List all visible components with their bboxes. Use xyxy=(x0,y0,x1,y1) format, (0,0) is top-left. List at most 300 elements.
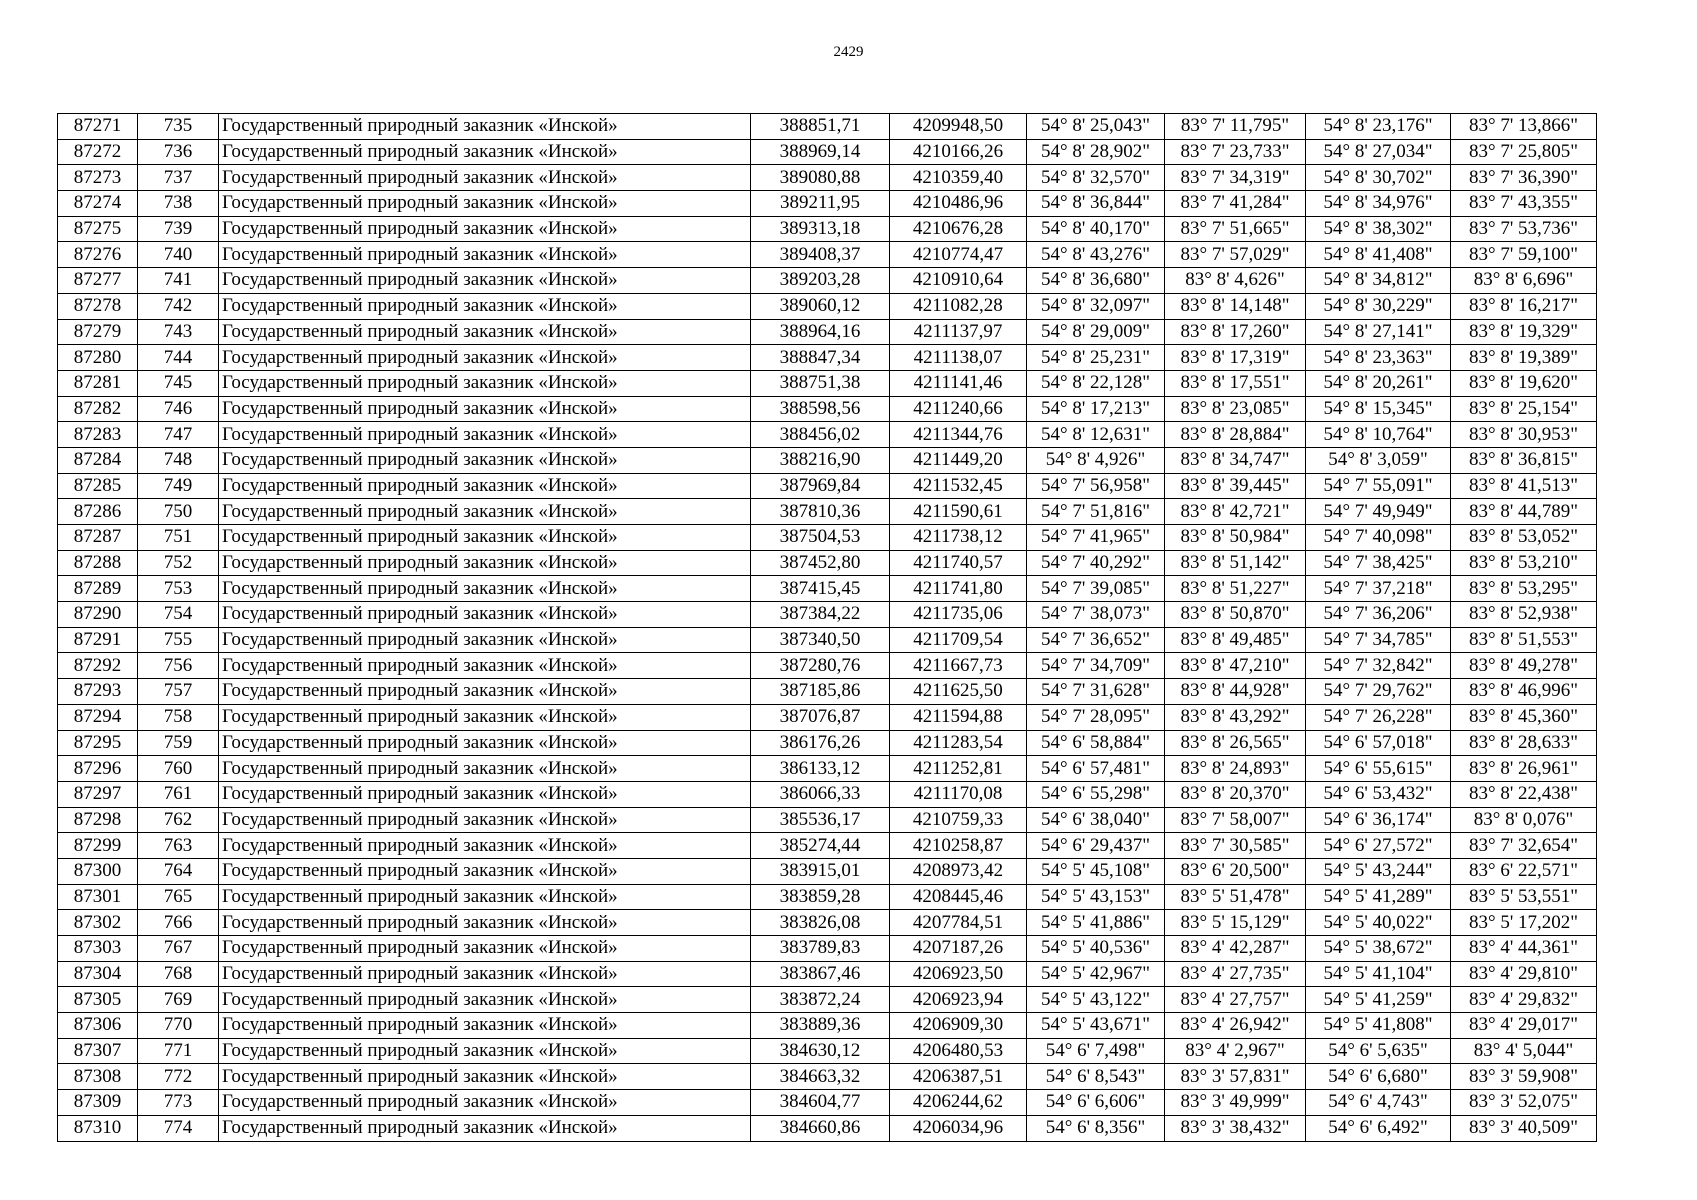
reserve-name-cell: Государственный природный заказник «Инской» xyxy=(219,833,751,859)
longitude-alt-cell: 83° 7' 36,390" xyxy=(1451,165,1597,191)
longitude-cell: 83° 8' 49,485" xyxy=(1165,627,1306,653)
x-coordinate-cell: 384660,86 xyxy=(751,1115,890,1141)
x-coordinate-cell: 388964,16 xyxy=(751,319,890,345)
y-coordinate-cell: 4211740,57 xyxy=(890,550,1027,576)
point-number-cell: 766 xyxy=(138,910,219,936)
point-number-cell: 753 xyxy=(138,576,219,602)
latitude-alt-cell: 54° 6' 4,743" xyxy=(1306,1090,1451,1116)
reserve-name-cell: Государственный природный заказник «Инской» xyxy=(219,1013,751,1039)
table-row xyxy=(58,910,1597,936)
y-coordinate-cell: 4211741,80 xyxy=(890,576,1027,602)
table-row xyxy=(58,499,1597,525)
table-row xyxy=(58,602,1597,628)
x-coordinate-cell: 388851,71 xyxy=(751,114,890,140)
x-coordinate-cell: 389080,88 xyxy=(751,165,890,191)
point-number-cell: 755 xyxy=(138,627,219,653)
latitude-alt-cell: 54° 6' 5,635" xyxy=(1306,1038,1451,1064)
latitude-alt-cell: 54° 8' 34,812" xyxy=(1306,268,1451,294)
record-id-cell: 87305 xyxy=(58,987,138,1013)
table-row xyxy=(58,268,1597,294)
longitude-alt-cell: 83° 7' 59,100" xyxy=(1451,242,1597,268)
longitude-cell: 83° 6' 20,500" xyxy=(1165,858,1306,884)
latitude-alt-cell: 54° 8' 15,345" xyxy=(1306,396,1451,422)
y-coordinate-cell: 4211170,08 xyxy=(890,781,1027,807)
reserve-name-cell: Государственный природный заказник «Инской» xyxy=(219,704,751,730)
longitude-alt-cell: 83° 7' 13,866" xyxy=(1451,114,1597,140)
longitude-alt-cell: 83° 8' 46,996" xyxy=(1451,679,1597,705)
latitude-alt-cell: 54° 5' 38,672" xyxy=(1306,936,1451,962)
longitude-alt-cell: 83° 8' 52,938" xyxy=(1451,602,1597,628)
x-coordinate-cell: 388751,38 xyxy=(751,370,890,396)
reserve-name-cell: Государственный природный заказник «Инской» xyxy=(219,653,751,679)
x-coordinate-cell: 389211,95 xyxy=(751,191,890,217)
reserve-name-cell: Государственный природный заказник «Инской» xyxy=(219,576,751,602)
y-coordinate-cell: 4210486,96 xyxy=(890,191,1027,217)
longitude-alt-cell: 83° 8' 45,360" xyxy=(1451,704,1597,730)
record-id-cell: 87272 xyxy=(58,139,138,165)
longitude-cell: 83° 8' 44,928" xyxy=(1165,679,1306,705)
reserve-name-cell: Государственный природный заказник «Инской» xyxy=(219,447,751,473)
reserve-name-cell: Государственный природный заказник «Инской» xyxy=(219,242,751,268)
latitude-cell: 54° 6' 55,298" xyxy=(1027,781,1165,807)
latitude-cell: 54° 7' 34,709" xyxy=(1027,653,1165,679)
latitude-alt-cell: 54° 8' 30,229" xyxy=(1306,293,1451,319)
reserve-name-cell: Государственный природный заказник «Инской» xyxy=(219,936,751,962)
reserve-name-cell: Государственный природный заказник «Инской» xyxy=(219,473,751,499)
latitude-alt-cell: 54° 7' 29,762" xyxy=(1306,679,1451,705)
reserve-name-cell: Государственный природный заказник «Инской» xyxy=(219,602,751,628)
point-number-cell: 736 xyxy=(138,139,219,165)
record-id-cell: 87283 xyxy=(58,422,138,448)
y-coordinate-cell: 4209948,50 xyxy=(890,114,1027,140)
x-coordinate-cell: 386133,12 xyxy=(751,756,890,782)
record-id-cell: 87297 xyxy=(58,781,138,807)
y-coordinate-cell: 4211138,07 xyxy=(890,345,1027,371)
latitude-cell: 54° 8' 22,128" xyxy=(1027,370,1165,396)
longitude-cell: 83° 7' 41,284" xyxy=(1165,191,1306,217)
table-row xyxy=(58,1064,1597,1090)
point-number-cell: 738 xyxy=(138,191,219,217)
longitude-alt-cell: 83° 8' 22,438" xyxy=(1451,781,1597,807)
latitude-cell: 54° 5' 42,967" xyxy=(1027,961,1165,987)
reserve-name-cell: Государственный природный заказник «Инской» xyxy=(219,139,751,165)
x-coordinate-cell: 383859,28 xyxy=(751,884,890,910)
longitude-alt-cell: 83° 4' 5,044" xyxy=(1451,1038,1597,1064)
latitude-cell: 54° 8' 17,213" xyxy=(1027,396,1165,422)
latitude-cell: 54° 7' 56,958" xyxy=(1027,473,1165,499)
x-coordinate-cell: 383915,01 xyxy=(751,858,890,884)
record-id-cell: 87310 xyxy=(58,1115,138,1141)
longitude-cell: 83° 8' 24,893" xyxy=(1165,756,1306,782)
y-coordinate-cell: 4206480,53 xyxy=(890,1038,1027,1064)
point-number-cell: 737 xyxy=(138,165,219,191)
y-coordinate-cell: 4211252,81 xyxy=(890,756,1027,782)
record-id-cell: 87309 xyxy=(58,1090,138,1116)
latitude-alt-cell: 54° 8' 20,261" xyxy=(1306,370,1451,396)
latitude-alt-cell: 54° 7' 36,206" xyxy=(1306,602,1451,628)
y-coordinate-cell: 4210166,26 xyxy=(890,139,1027,165)
table-row xyxy=(58,114,1597,140)
latitude-cell: 54° 6' 7,498" xyxy=(1027,1038,1165,1064)
longitude-cell: 83° 8' 28,884" xyxy=(1165,422,1306,448)
table-row xyxy=(58,653,1597,679)
reserve-name-cell: Государственный природный заказник «Инской» xyxy=(219,884,751,910)
x-coordinate-cell: 387969,84 xyxy=(751,473,890,499)
latitude-alt-cell: 54° 7' 49,949" xyxy=(1306,499,1451,525)
x-coordinate-cell: 385274,44 xyxy=(751,833,890,859)
longitude-cell: 83° 8' 47,210" xyxy=(1165,653,1306,679)
table-row xyxy=(58,447,1597,473)
latitude-cell: 54° 7' 41,965" xyxy=(1027,525,1165,551)
record-id-cell: 87289 xyxy=(58,576,138,602)
longitude-alt-cell: 83° 8' 53,295" xyxy=(1451,576,1597,602)
longitude-alt-cell: 83° 7' 43,355" xyxy=(1451,191,1597,217)
reserve-name-cell: Государственный природный заказник «Инской» xyxy=(219,1115,751,1141)
latitude-cell: 54° 7' 38,073" xyxy=(1027,602,1165,628)
latitude-cell: 54° 8' 4,926" xyxy=(1027,447,1165,473)
record-id-cell: 87282 xyxy=(58,396,138,422)
x-coordinate-cell: 387185,86 xyxy=(751,679,890,705)
longitude-cell: 83° 7' 11,795" xyxy=(1165,114,1306,140)
longitude-alt-cell: 83° 8' 36,815" xyxy=(1451,447,1597,473)
y-coordinate-cell: 4210676,28 xyxy=(890,216,1027,242)
longitude-cell: 83° 3' 38,432" xyxy=(1165,1115,1306,1141)
y-coordinate-cell: 4210359,40 xyxy=(890,165,1027,191)
y-coordinate-cell: 4211594,88 xyxy=(890,704,1027,730)
point-number-cell: 761 xyxy=(138,781,219,807)
latitude-alt-cell: 54° 6' 53,432" xyxy=(1306,781,1451,807)
longitude-alt-cell: 83° 6' 22,571" xyxy=(1451,858,1597,884)
table-row xyxy=(58,730,1597,756)
longitude-cell: 83° 7' 57,029" xyxy=(1165,242,1306,268)
record-id-cell: 87275 xyxy=(58,216,138,242)
table-row xyxy=(58,627,1597,653)
point-number-cell: 769 xyxy=(138,987,219,1013)
record-id-cell: 87292 xyxy=(58,653,138,679)
longitude-alt-cell: 83° 4' 29,832" xyxy=(1451,987,1597,1013)
y-coordinate-cell: 4211344,76 xyxy=(890,422,1027,448)
x-coordinate-cell: 387384,22 xyxy=(751,602,890,628)
y-coordinate-cell: 4211240,66 xyxy=(890,396,1027,422)
point-number-cell: 751 xyxy=(138,525,219,551)
latitude-alt-cell: 54° 8' 41,408" xyxy=(1306,242,1451,268)
y-coordinate-cell: 4210258,87 xyxy=(890,833,1027,859)
table-row xyxy=(58,987,1597,1013)
longitude-alt-cell: 83° 3' 40,509" xyxy=(1451,1115,1597,1141)
point-number-cell: 739 xyxy=(138,216,219,242)
record-id-cell: 87280 xyxy=(58,345,138,371)
record-id-cell: 87271 xyxy=(58,114,138,140)
latitude-alt-cell: 54° 7' 38,425" xyxy=(1306,550,1451,576)
table-body xyxy=(58,114,1597,1142)
latitude-cell: 54° 5' 43,122" xyxy=(1027,987,1165,1013)
table-row xyxy=(58,884,1597,910)
y-coordinate-cell: 4206034,96 xyxy=(890,1115,1027,1141)
record-id-cell: 87285 xyxy=(58,473,138,499)
record-id-cell: 87277 xyxy=(58,268,138,294)
latitude-alt-cell: 54° 8' 23,176" xyxy=(1306,114,1451,140)
y-coordinate-cell: 4211667,73 xyxy=(890,653,1027,679)
longitude-alt-cell: 83° 4' 44,361" xyxy=(1451,936,1597,962)
latitude-alt-cell: 54° 7' 32,842" xyxy=(1306,653,1451,679)
longitude-alt-cell: 83° 7' 53,736" xyxy=(1451,216,1597,242)
longitude-alt-cell: 83° 5' 17,202" xyxy=(1451,910,1597,936)
point-number-cell: 744 xyxy=(138,345,219,371)
y-coordinate-cell: 4211590,61 xyxy=(890,499,1027,525)
reserve-name-cell: Государственный природный заказник «Инской» xyxy=(219,1090,751,1116)
latitude-cell: 54° 6' 29,437" xyxy=(1027,833,1165,859)
record-id-cell: 87284 xyxy=(58,447,138,473)
x-coordinate-cell: 389203,28 xyxy=(751,268,890,294)
record-id-cell: 87290 xyxy=(58,602,138,628)
latitude-alt-cell: 54° 7' 37,218" xyxy=(1306,576,1451,602)
longitude-cell: 83° 7' 58,007" xyxy=(1165,807,1306,833)
x-coordinate-cell: 389313,18 xyxy=(751,216,890,242)
longitude-alt-cell: 83° 8' 25,154" xyxy=(1451,396,1597,422)
latitude-cell: 54° 8' 28,902" xyxy=(1027,139,1165,165)
longitude-cell: 83° 8' 17,319" xyxy=(1165,345,1306,371)
table-row xyxy=(58,370,1597,396)
latitude-cell: 54° 7' 51,816" xyxy=(1027,499,1165,525)
longitude-cell: 83° 8' 17,551" xyxy=(1165,370,1306,396)
longitude-alt-cell: 83° 8' 19,620" xyxy=(1451,370,1597,396)
y-coordinate-cell: 4211283,54 xyxy=(890,730,1027,756)
reserve-name-cell: Государственный природный заказник «Инской» xyxy=(219,781,751,807)
x-coordinate-cell: 383872,24 xyxy=(751,987,890,1013)
record-id-cell: 87300 xyxy=(58,858,138,884)
latitude-cell: 54° 5' 43,671" xyxy=(1027,1013,1165,1039)
point-number-cell: 735 xyxy=(138,114,219,140)
table-row xyxy=(58,936,1597,962)
longitude-alt-cell: 83° 8' 53,210" xyxy=(1451,550,1597,576)
y-coordinate-cell: 4210759,33 xyxy=(890,807,1027,833)
table-row xyxy=(58,833,1597,859)
record-id-cell: 87303 xyxy=(58,936,138,962)
x-coordinate-cell: 389408,37 xyxy=(751,242,890,268)
longitude-cell: 83° 4' 26,942" xyxy=(1165,1013,1306,1039)
longitude-cell: 83° 7' 23,733" xyxy=(1165,139,1306,165)
latitude-cell: 54° 6' 38,040" xyxy=(1027,807,1165,833)
reserve-name-cell: Государственный природный заказник «Инской» xyxy=(219,525,751,551)
y-coordinate-cell: 4206909,30 xyxy=(890,1013,1027,1039)
longitude-cell: 83° 8' 20,370" xyxy=(1165,781,1306,807)
record-id-cell: 87308 xyxy=(58,1064,138,1090)
y-coordinate-cell: 4211532,45 xyxy=(890,473,1027,499)
latitude-cell: 54° 8' 29,009" xyxy=(1027,319,1165,345)
table-row xyxy=(58,858,1597,884)
reserve-name-cell: Государственный природный заказник «Инской» xyxy=(219,293,751,319)
y-coordinate-cell: 4210910,64 xyxy=(890,268,1027,294)
longitude-alt-cell: 83° 8' 6,696" xyxy=(1451,268,1597,294)
latitude-alt-cell: 54° 6' 55,615" xyxy=(1306,756,1451,782)
x-coordinate-cell: 384604,77 xyxy=(751,1090,890,1116)
longitude-cell: 83° 5' 51,478" xyxy=(1165,884,1306,910)
longitude-cell: 83° 7' 51,665" xyxy=(1165,216,1306,242)
longitude-alt-cell: 83° 3' 52,075" xyxy=(1451,1090,1597,1116)
record-id-cell: 87295 xyxy=(58,730,138,756)
record-id-cell: 87296 xyxy=(58,756,138,782)
point-number-cell: 741 xyxy=(138,268,219,294)
y-coordinate-cell: 4208973,42 xyxy=(890,858,1027,884)
longitude-cell: 83° 8' 43,292" xyxy=(1165,704,1306,730)
table-row xyxy=(58,525,1597,551)
latitude-alt-cell: 54° 5' 41,289" xyxy=(1306,884,1451,910)
table-row xyxy=(58,781,1597,807)
longitude-cell: 83° 3' 49,999" xyxy=(1165,1090,1306,1116)
table-row xyxy=(58,679,1597,705)
latitude-alt-cell: 54° 5' 40,022" xyxy=(1306,910,1451,936)
reserve-name-cell: Государственный природный заказник «Инской» xyxy=(219,627,751,653)
reserve-name-cell: Государственный природный заказник «Инской» xyxy=(219,396,751,422)
x-coordinate-cell: 387076,87 xyxy=(751,704,890,730)
coordinates-table xyxy=(57,113,1597,1142)
table-row xyxy=(58,216,1597,242)
x-coordinate-cell: 384630,12 xyxy=(751,1038,890,1064)
y-coordinate-cell: 4206244,62 xyxy=(890,1090,1027,1116)
point-number-cell: 770 xyxy=(138,1013,219,1039)
record-id-cell: 87291 xyxy=(58,627,138,653)
longitude-cell: 83° 7' 30,585" xyxy=(1165,833,1306,859)
reserve-name-cell: Государственный природный заказник «Инской» xyxy=(219,1064,751,1090)
longitude-cell: 83° 8' 39,445" xyxy=(1165,473,1306,499)
latitude-cell: 54° 8' 25,231" xyxy=(1027,345,1165,371)
point-number-cell: 756 xyxy=(138,653,219,679)
table-row xyxy=(58,191,1597,217)
latitude-alt-cell: 54° 7' 55,091" xyxy=(1306,473,1451,499)
table-row xyxy=(58,1090,1597,1116)
point-number-cell: 772 xyxy=(138,1064,219,1090)
y-coordinate-cell: 4211137,97 xyxy=(890,319,1027,345)
record-id-cell: 87288 xyxy=(58,550,138,576)
table-row xyxy=(58,319,1597,345)
latitude-alt-cell: 54° 8' 27,034" xyxy=(1306,139,1451,165)
point-number-cell: 768 xyxy=(138,961,219,987)
reserve-name-cell: Государственный природный заказник «Инской» xyxy=(219,679,751,705)
record-id-cell: 87278 xyxy=(58,293,138,319)
longitude-cell: 83° 4' 27,735" xyxy=(1165,961,1306,987)
latitude-alt-cell: 54° 8' 3,059" xyxy=(1306,447,1451,473)
latitude-cell: 54° 5' 45,108" xyxy=(1027,858,1165,884)
latitude-alt-cell: 54° 8' 27,141" xyxy=(1306,319,1451,345)
point-number-cell: 747 xyxy=(138,422,219,448)
table-row xyxy=(58,139,1597,165)
record-id-cell: 87273 xyxy=(58,165,138,191)
record-id-cell: 87287 xyxy=(58,525,138,551)
latitude-alt-cell: 54° 7' 34,785" xyxy=(1306,627,1451,653)
longitude-cell: 83° 8' 34,747" xyxy=(1165,447,1306,473)
longitude-alt-cell: 83° 8' 28,633" xyxy=(1451,730,1597,756)
point-number-cell: 759 xyxy=(138,730,219,756)
longitude-alt-cell: 83° 8' 0,076" xyxy=(1451,807,1597,833)
longitude-cell: 83° 3' 57,831" xyxy=(1165,1064,1306,1090)
latitude-cell: 54° 5' 40,536" xyxy=(1027,936,1165,962)
latitude-cell: 54° 8' 32,570" xyxy=(1027,165,1165,191)
record-id-cell: 87301 xyxy=(58,884,138,910)
longitude-alt-cell: 83° 8' 41,513" xyxy=(1451,473,1597,499)
reserve-name-cell: Государственный природный заказник «Инской» xyxy=(219,550,751,576)
latitude-alt-cell: 54° 8' 38,302" xyxy=(1306,216,1451,242)
record-id-cell: 87304 xyxy=(58,961,138,987)
longitude-alt-cell: 83° 8' 51,553" xyxy=(1451,627,1597,653)
y-coordinate-cell: 4211735,06 xyxy=(890,602,1027,628)
y-coordinate-cell: 4206923,50 xyxy=(890,961,1027,987)
record-id-cell: 87279 xyxy=(58,319,138,345)
reserve-name-cell: Государственный природный заказник «Инской» xyxy=(219,422,751,448)
x-coordinate-cell: 387280,76 xyxy=(751,653,890,679)
table-row xyxy=(58,576,1597,602)
latitude-alt-cell: 54° 8' 34,976" xyxy=(1306,191,1451,217)
table-row xyxy=(58,396,1597,422)
point-number-cell: 749 xyxy=(138,473,219,499)
y-coordinate-cell: 4211141,46 xyxy=(890,370,1027,396)
reserve-name-cell: Государственный природный заказник «Инской» xyxy=(219,370,751,396)
record-id-cell: 87293 xyxy=(58,679,138,705)
longitude-alt-cell: 83° 8' 19,329" xyxy=(1451,319,1597,345)
point-number-cell: 762 xyxy=(138,807,219,833)
latitude-cell: 54° 7' 40,292" xyxy=(1027,550,1165,576)
y-coordinate-cell: 4211449,20 xyxy=(890,447,1027,473)
table-row xyxy=(58,473,1597,499)
x-coordinate-cell: 388847,34 xyxy=(751,345,890,371)
latitude-alt-cell: 54° 5' 41,808" xyxy=(1306,1013,1451,1039)
x-coordinate-cell: 386066,33 xyxy=(751,781,890,807)
x-coordinate-cell: 387340,50 xyxy=(751,627,890,653)
reserve-name-cell: Государственный природный заказник «Инской» xyxy=(219,165,751,191)
record-id-cell: 87274 xyxy=(58,191,138,217)
point-number-cell: 743 xyxy=(138,319,219,345)
record-id-cell: 87306 xyxy=(58,1013,138,1039)
record-id-cell: 87302 xyxy=(58,910,138,936)
table-row xyxy=(58,961,1597,987)
table-row xyxy=(58,704,1597,730)
page-number: 2429 xyxy=(833,44,864,60)
latitude-alt-cell: 54° 5' 41,259" xyxy=(1306,987,1451,1013)
latitude-cell: 54° 5' 43,153" xyxy=(1027,884,1165,910)
reserve-name-cell: Государственный природный заказник «Инской» xyxy=(219,730,751,756)
reserve-name-cell: Государственный природный заказник «Инской» xyxy=(219,114,751,140)
reserve-name-cell: Государственный природный заказник «Инской» xyxy=(219,756,751,782)
x-coordinate-cell: 383889,36 xyxy=(751,1013,890,1039)
latitude-alt-cell: 54° 7' 40,098" xyxy=(1306,525,1451,551)
x-coordinate-cell: 383867,46 xyxy=(751,961,890,987)
longitude-alt-cell: 83° 8' 16,217" xyxy=(1451,293,1597,319)
point-number-cell: 750 xyxy=(138,499,219,525)
longitude-cell: 83° 8' 14,148" xyxy=(1165,293,1306,319)
reserve-name-cell: Государственный природный заказник «Инской» xyxy=(219,191,751,217)
reserve-name-cell: Государственный природный заказник «Инской» xyxy=(219,499,751,525)
reserve-name-cell: Государственный природный заказник «Инской» xyxy=(219,910,751,936)
latitude-cell: 54° 6' 57,481" xyxy=(1027,756,1165,782)
record-id-cell: 87276 xyxy=(58,242,138,268)
y-coordinate-cell: 4211738,12 xyxy=(890,525,1027,551)
latitude-alt-cell: 54° 6' 36,174" xyxy=(1306,807,1451,833)
longitude-alt-cell: 83° 7' 32,654" xyxy=(1451,833,1597,859)
latitude-cell: 54° 6' 6,606" xyxy=(1027,1090,1165,1116)
longitude-cell: 83° 4' 27,757" xyxy=(1165,987,1306,1013)
longitude-cell: 83° 8' 51,142" xyxy=(1165,550,1306,576)
latitude-cell: 54° 8' 43,276" xyxy=(1027,242,1165,268)
x-coordinate-cell: 387452,80 xyxy=(751,550,890,576)
longitude-cell: 83° 8' 26,565" xyxy=(1165,730,1306,756)
reserve-name-cell: Государственный природный заказник «Инской» xyxy=(219,1038,751,1064)
latitude-alt-cell: 54° 8' 30,702" xyxy=(1306,165,1451,191)
point-number-cell: 774 xyxy=(138,1115,219,1141)
longitude-cell: 83° 5' 15,129" xyxy=(1165,910,1306,936)
table-row xyxy=(58,165,1597,191)
table-row xyxy=(58,293,1597,319)
reserve-name-cell: Государственный природный заказник «Инской» xyxy=(219,858,751,884)
x-coordinate-cell: 385536,17 xyxy=(751,807,890,833)
